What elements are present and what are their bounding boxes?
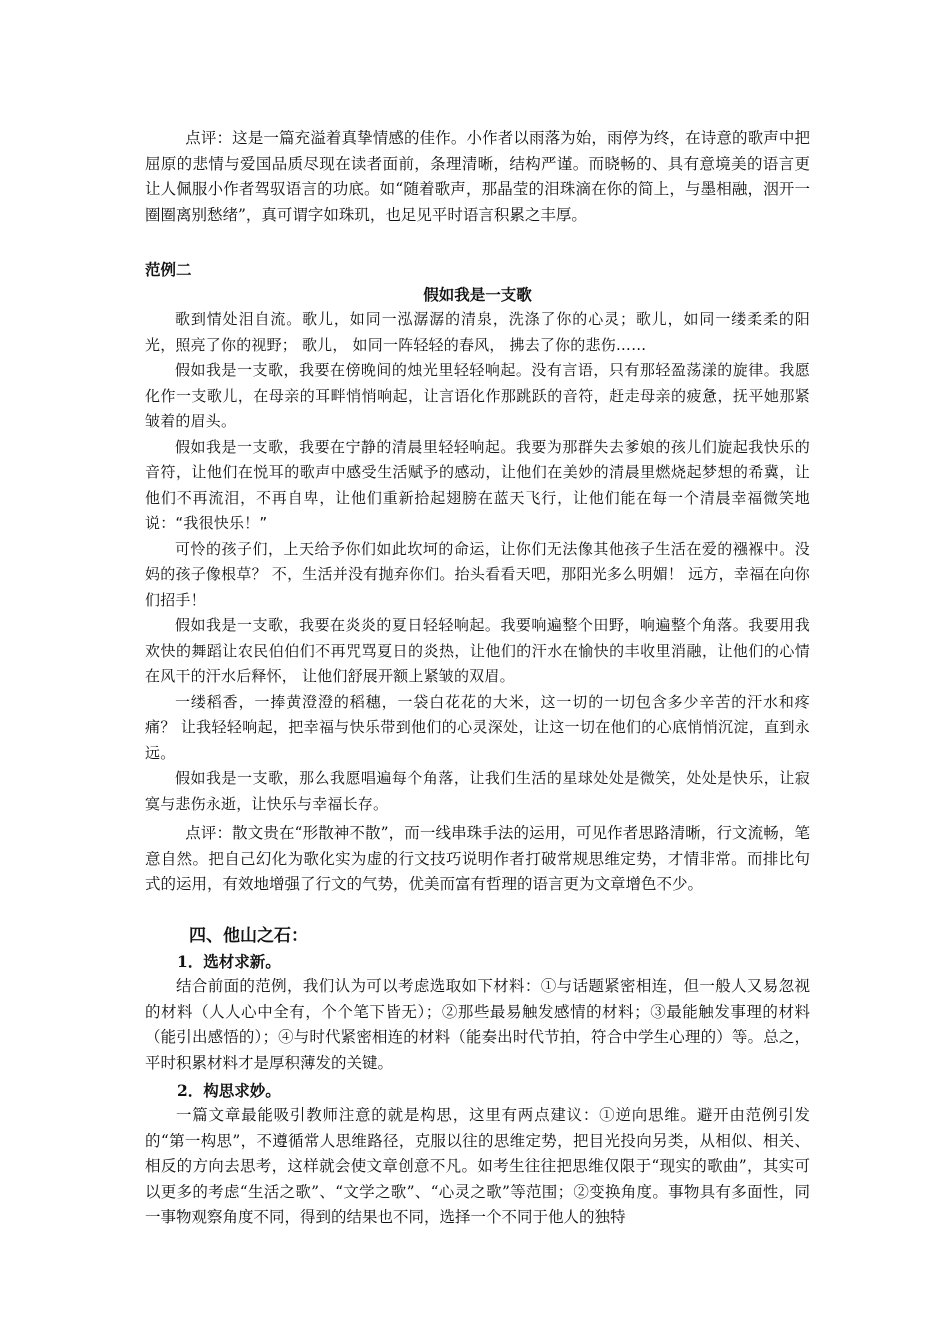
item-1-text: 结合前面的范例，我们认为可以考虑选取如下材料：①与话题紧密相连，但一般人又易忽视的材料（人人心中全有，个个笔下皆无）；②那些最易触发感情的材料；③最能触发事理的材料（能引出感悟的）；④与时代紧密相连的材料（能奏出时代节拍，符合中学生心理的）等。总之，平时积累材料才是厚积薄发的关键。 xyxy=(145,977,810,1072)
essay-paragraph: 假如我是一支歌，那么我愿唱遍每个角落，让我们生活的星球处处是微笑，处处是快乐，让寂寞与悲伤永逝，让快乐与幸福长存。 xyxy=(145,769,810,813)
essay-paragraph: 假如我是一支歌，我要在炎炎的夏日轻轻响起。我要响遍整个田野，响遍整个角落。我要用我欢快的舞蹈让农民伯伯们不再咒骂夏日的炎热，让他们的汗水在愉快的丰收里消融，让他们的心情在风干的汗水后释怀， 让他们舒展开额上紧皱的双眉。 xyxy=(145,616,810,685)
example-heading: 范例二 xyxy=(145,260,192,279)
review-paragraph-2: 点评：散文贵在“形散神不散”，而一线串珠手法的运用，可见作者思路清晰，行文流畅，笔意自然。把自己幻化为歌化实为虚的行文技巧说明作者打破常规思维定势，才情非常。而排比句式的运用，有效地增强了行文的气势，优美而富有哲理的语言更为文章增色不少。 xyxy=(145,824,810,893)
essay-body xyxy=(145,307,810,817)
section-heading: 四、他山之石： xyxy=(189,926,308,946)
essay-title: 假如我是一支歌 xyxy=(423,285,532,304)
essay-paragraph: 假如我是一支歌，我要在傍晚间的烛光里轻轻响起。没有言语，只有那轻盈荡漾的旋律。我愿化作一支歌儿，在母亲的耳畔悄悄响起，让言语化作那跳跃的音符，赶走母亲的疲惫，抚平她那紧皱着的眉头。 xyxy=(145,361,810,430)
item-2-text: 一篇文章最能吸引教师注意的就是构思，这里有两点建议：①逆向思维。避开由范例引发的“第一构思”，不遵循常人思维路径，克服以往的思维定势，把目光投向另类，从相似、相关、相反的方向去思考，这样就会使文章创意不凡。如考生往往把思维仅限于“现实的歌曲”，其实可以更多的考虑“生活之歌”、“文学之歌”、“心灵之歌”等范围；②变换角度。事物具有多面性，同一事物观察角度不同，得到的结果也不同，选择一个不同于他人的独特 xyxy=(145,1106,810,1226)
essay-paragraph: 假如我是一支歌，我要在宁静的清晨里轻轻响起。我要为那群失去爹娘的孩儿们旋起我快乐的音符，让他们在悦耳的歌声中感受生活赋予的感动，让他们在美妙的清晨里燃烧起梦想的希冀，让他们不再流泪，不再自卑，让他们重新拾起翅膀在蓝天飞行，让他们能在每一个清晨幸福微笑地说：“我很快乐！” xyxy=(145,437,810,532)
essay-paragraph: 歌到情处泪自流。歌儿，如同一泓潺潺的清泉，洗涤了你的心灵；歌儿，如同一缕柔柔的阳光，照亮了你的视野； 歌儿， 如同一阵轻轻的春风， 拂去了你的悲伤…… xyxy=(145,310,810,354)
item-2-title: 2．构思求妙。 xyxy=(177,1081,281,1100)
item-1-title: 1．选材求新。 xyxy=(177,952,281,971)
review-paragraph-1: 点评：这是一篇充溢着真挚情感的佳作。小作者以雨落为始，雨停为终，在诗意的歌声中把屈原的悲情与爱国品质尽现在读者面前，条理清晰，结构严谨。而晓畅的、具有意境美的语言更让人佩服小作者驾驭语言的功底。如“随着歌声，那晶莹的泪珠滴在你的简上，与墨相融，洇开一圈圈离别愁绪”，真可谓字如珠玑，也足见平时语言积累之丰厚。 xyxy=(145,129,810,224)
essay-paragraph: 一缕稻香，一捧黄澄澄的稻穗，一袋白花花的大米，这一切的一切包含多少辛苦的汗水和疼痛？ 让我轻轻响起，把幸福与快乐带到他们的心灵深处，让这一切在他们的心底悄悄沉淀，直到永远。 xyxy=(145,692,810,762)
essay-paragraph: 可怜的孩子们，上天给予你们如此坎坷的命运，让你们无法像其他孩子生活在爱的襁褓中。没妈的孩子像根草？ 不，生活并没有抛弃你们。抬头看看天吧，那阳光多么明媚！ 远方，幸福在向你们招手！ xyxy=(145,539,810,609)
